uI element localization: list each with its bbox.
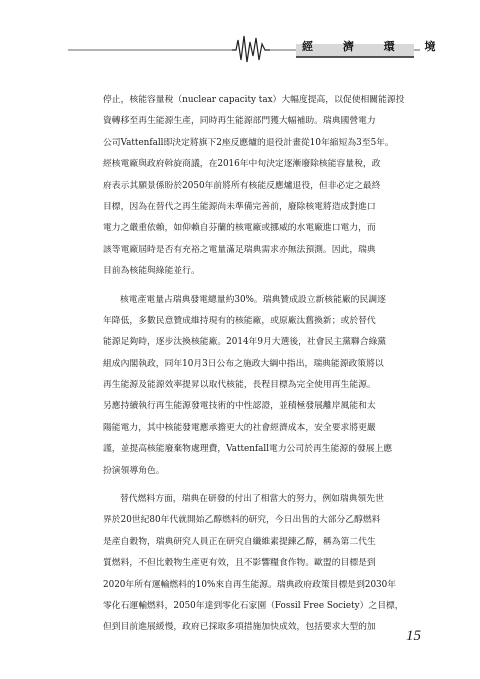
page-number: 15 [406, 628, 421, 644]
text-line: 但到目前進展緩慢，政府已採取多項措施加快成效，包括要求大型的加 [103, 622, 376, 633]
body-text [103, 90, 421, 646]
section-label: 經 濟 環 境 [302, 40, 449, 53]
text-line: 組成內閣執政，同年10月3日公布之施政大綱中指出，瑞典能源政策將以 [103, 358, 384, 369]
page-header [0, 30, 480, 70]
text-line: 資轉移至再生能源生產，同時再生能源部門獲大幅補助。瑞典國營電力 [103, 116, 376, 127]
text-line: 停止，核能容量稅（nuclear capacity tax）大幅度提高，以促使相關能源投 [103, 95, 405, 105]
text-line: 年降低，多數民意贊成維持現有的核能廠，或原廠汰舊換新；或於替代 [103, 315, 376, 326]
text-line: 替代燃料方面，瑞典在研發的付出了相當大的努力，例如瑞典領先世 [120, 494, 384, 505]
text-line: 府表示其願景係盼於2050年前將所有核能反應爐退役，但非必定之最終 [103, 180, 381, 191]
text-line: 經核電廠與政府斡旋商議，在2016年中旬決定逐漸廢除核能容量稅，政 [103, 159, 381, 170]
text-line: 公司Vattenfall即決定將旗下2座反應爐的退役計畫從10年縮短為3至5年。 [103, 137, 394, 148]
text-line: 質燃料，不但比穀物生產更有效，且不影響糧食作物。歐盟的目標是到 [103, 558, 376, 569]
paragraph [103, 290, 421, 483]
text-line: 零化石運輸燃料，2050年達到零化石家園（Fossil Free Society）之目標， [103, 600, 404, 611]
text-line: 2020年所有運輸燃料的10%來自再生能源。瑞典政府政策目標是到2030年 [103, 579, 397, 590]
text-line: 界於20世紀80年代就開始乙醇燃料的研究，今日出售的大部分乙醇燃料 [103, 515, 381, 526]
text-line: 另應持續執行再生能源發電技術的中性認證，並積極發展離岸風能和太 [103, 401, 376, 412]
text-line: 扮演領導角色。 [103, 465, 165, 476]
paragraph [103, 489, 421, 639]
text-line: 電力之嚴重依賴，如仰賴自芬蘭的核電廠或挪威的水電廠進口電力，而 [103, 223, 376, 234]
text-line: 目標，因為在替代之再生能源尚未準備完善前，廢除核電將造成對進口 [103, 201, 376, 212]
text-line: 是產自穀物，瑞典研究人員正在研究自纖維素提鍊乙醇，稱為第二代生 [103, 536, 376, 547]
text-line: 陽能電力，其中核能發電應承擔更大的社會經濟成本，安全要求將更嚴 [103, 422, 376, 433]
paragraph [103, 90, 421, 283]
text-line: 謹，並提高核能廢棄物處理費，Vattenfall電力公司於再生能源的發展上應 [103, 444, 393, 455]
text-line: 能源足夠時，逐步汰換核能廠。2014年9月大選後，社會民主黨聯合綠黨 [103, 337, 387, 348]
text-line: 目前為核能與綠能並行。 [103, 266, 200, 277]
text-line: 再生能源及能源效率提昇以取代核能，長程目標為完全使用再生能源。 [103, 380, 376, 391]
text-line: 該等電廠屆時是否有充裕之電量滿足瑞典需求亦無法預測。因此，瑞典 [103, 244, 376, 255]
text-line: 核電產電量占瑞典發電總量約30%。瑞典贊成設立新核能廠的民調逐 [120, 294, 386, 305]
